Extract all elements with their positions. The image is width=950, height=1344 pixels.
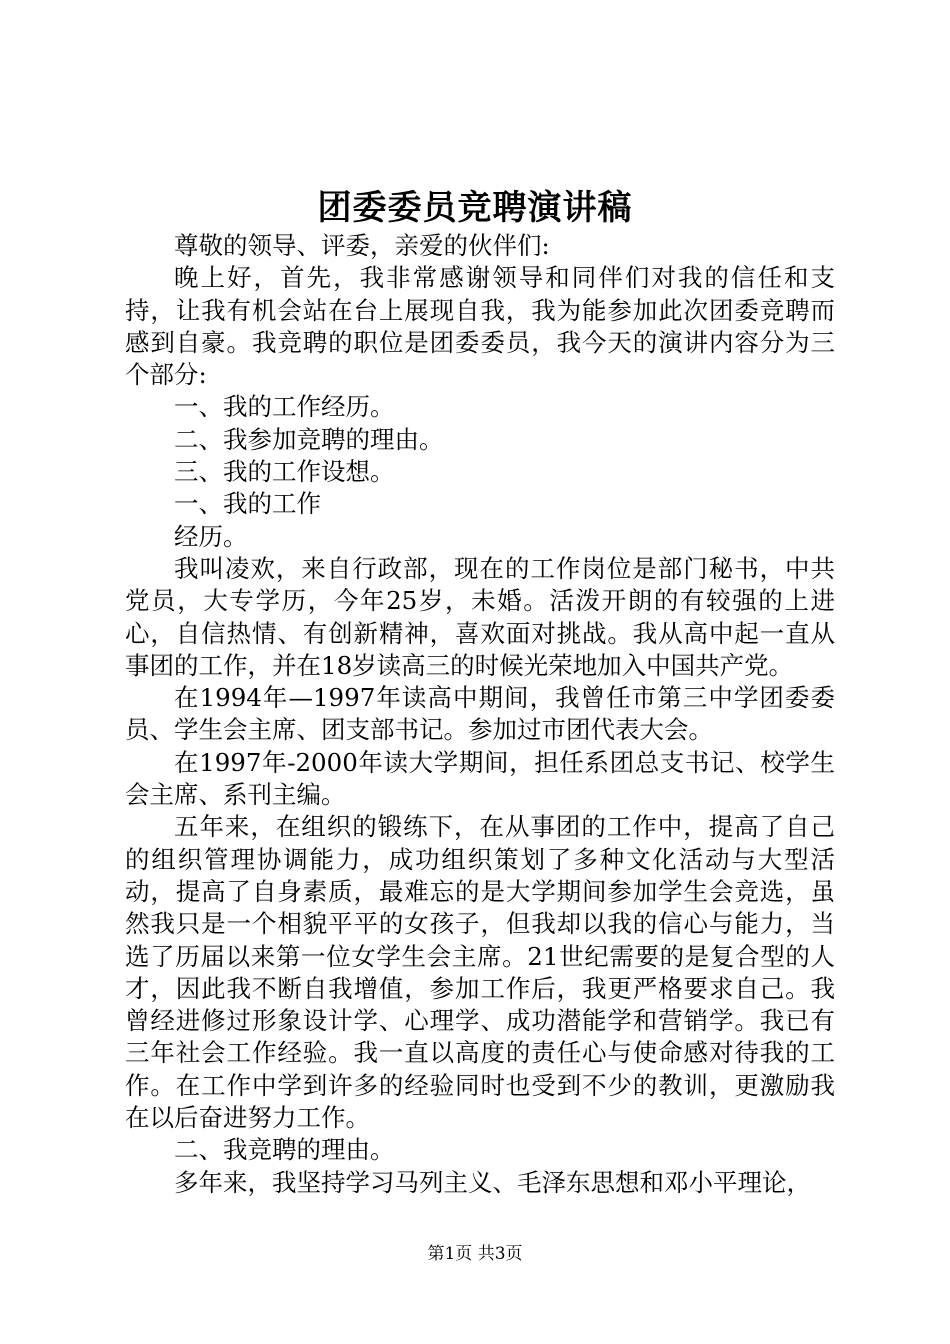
list-item: 三、我的工作设想。 (174, 457, 395, 487)
section-heading: 一、我的工作 (174, 489, 321, 519)
section-heading: 经历。 (174, 521, 248, 551)
document-title: 团委委员竞聘演讲稿 (317, 188, 633, 228)
paragraph: 晚上好，首先，我非常感谢领导和同伴们对我的信任和支持，让我有机会站在台上展现自我，我为能参加此次团委竞聘而感到自豪。我竞聘的职位是团委委员，我今天的演讲内容分为三个部分: (125, 263, 835, 390)
paragraph: 多年来，我坚持学习马列主义、毛泽东思想和邓小平理论， (174, 1167, 811, 1197)
paragraph-salutation: 尊敬的领导、评委，亲爱的伙伴们: (174, 231, 550, 260)
paragraph: 在1994年—1997年读高中期间，我曾任市第三中学团委委员、学生会主席、团支部书记。参加过市团代表大会。 (125, 683, 835, 745)
page-footer: 第1页 共3页 (427, 1244, 523, 1264)
paragraph: 五年来，在组织的锻练下，在从事团的工作中，提高了自己的组织管理协调能力，成功组织策划了多种文化活动与大型活动，提高了自身素质，最难忘的是大学期间参加学生会竞选，虽然我只是一个相貌平平的女孩子，但我却以我的信心与能力，当选了历届以来第一位女学生会主席。21世纪需要的是复合型的人才，因此我不断自我增值，参加工作后，我更严格要求自己。我曾经进修过形象设计学、心理学、成功潜能学和营销学。我已有三年社会工作经验。我一直以高度的责任心与使命感对待我的工作。在工作中学到许多的经验同时也受到不少的教训，更激励我在以后奋进努力工作。 (125, 812, 835, 1133)
paragraph: 我叫凌欢，来自行政部，现在的工作岗位是部门秘书，中共党员，大专学历，今年25岁，未婚。活泼开朗的有较强的上进心，自信热情、有创新精神，喜欢面对挑战。我从高中起一直从事团的工作，并在18岁读高三的时候光荣地加入中国共产党。 (125, 553, 835, 680)
section-heading: 二、我竞聘的理由。 (174, 1135, 395, 1165)
document-body (125, 230, 835, 1199)
list-item: 二、我参加竞聘的理由。 (174, 424, 444, 454)
list-item: 一、我的工作经历。 (174, 392, 395, 422)
paragraph: 在1997年-2000年读大学期间，担任系团总支书记、校学生会主席、系刊主编。 (125, 747, 835, 810)
